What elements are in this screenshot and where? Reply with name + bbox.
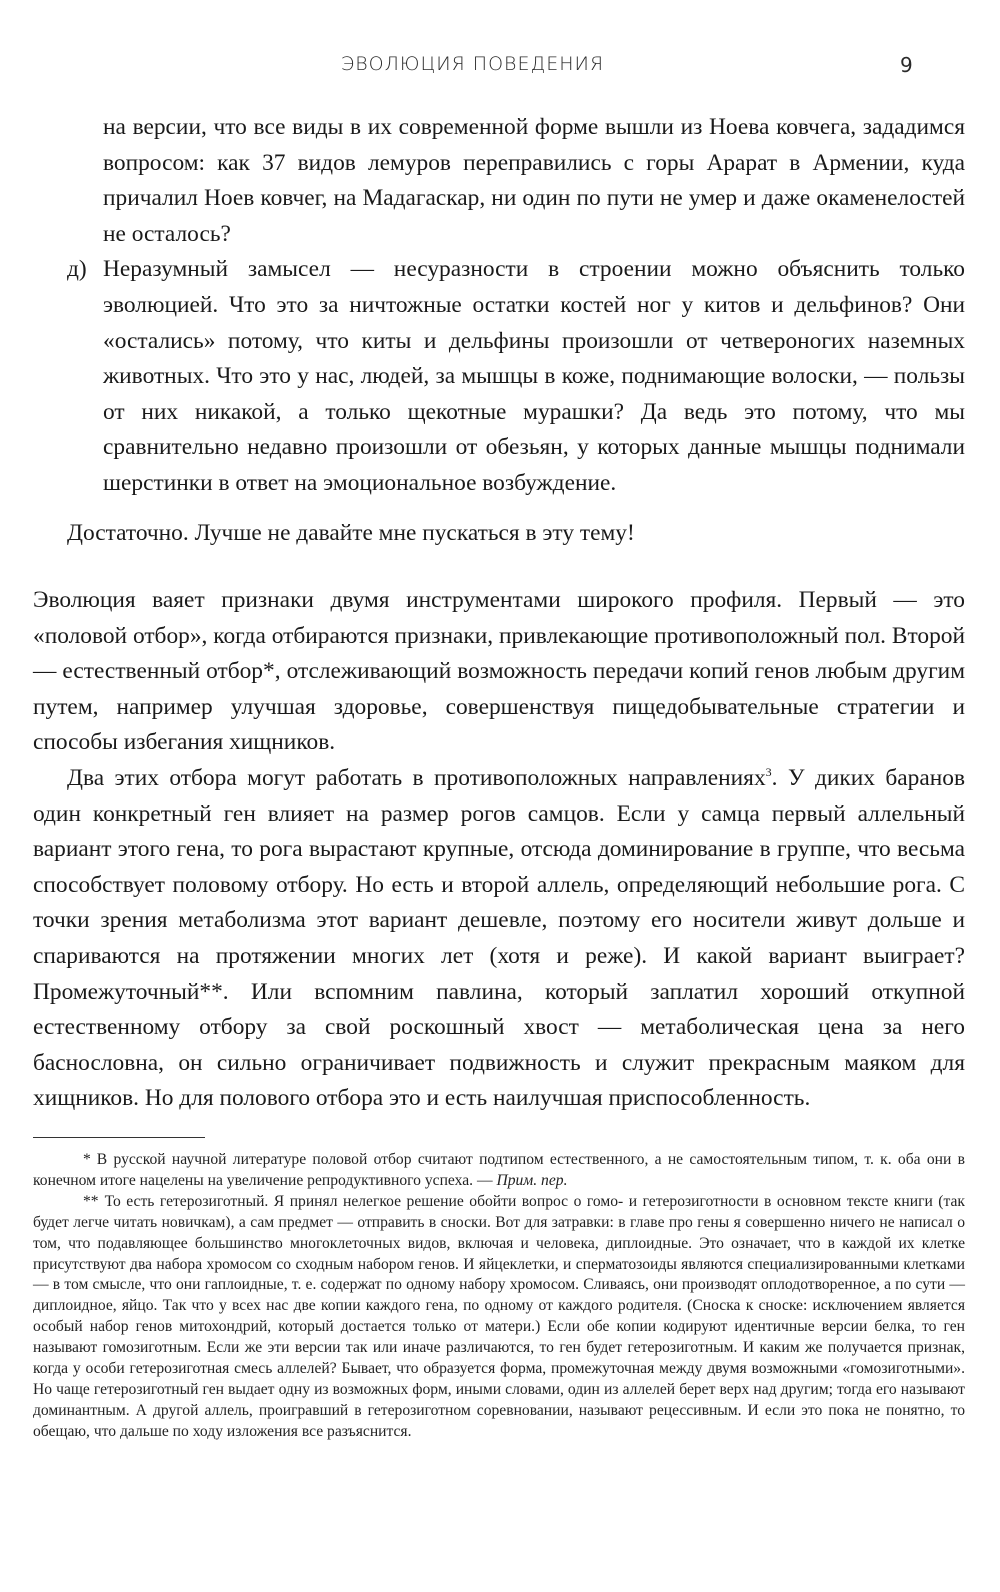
footnote-ref-double-asterisk[interactable]: ** [199,978,223,1005]
paragraph-text: , отслеживающий возможность передачи копий генов любым другим путем, например улучшая здоровье, совершенствуя пищедобывательные стратегии и способы избегания хищников. [33,658,966,756]
page-number: 9 [900,53,913,77]
paragraph-text: Два этих отбора могут работать в противоположных направлениях [67,764,766,791]
running-title: ЭВОЛЮЦИЯ ПОВЕДЕНИЯ [340,53,605,75]
list-marker: д) [67,256,87,283]
footnote-mark: * [83,1151,91,1168]
footnote-divider [33,1137,205,1138]
list-item-continuation: на версии, что все виды в их современной форме вышли из Ноева ковчега, зададимся вопросом: как 37 видов лемуров переправились с горы Арарат в Армении, куда причалил Ноев ковчег, на Мадагаскар, ни один по пути не умер и даже окаменелостей не осталось? [103,114,965,247]
footnote-ref-asterisk[interactable]: * [263,658,275,685]
list-item-d [67,252,965,501]
footnote-mark: ** [83,1192,99,1210]
translator-note: Прим. пер. [496,1171,568,1189]
paragraph-text: . У диких баранов один конкретный ген влияет на размер рогов самцов. Если у самца первый аллельный вариант этого гена, то рога вырастают крупные, отсюда доминирование в группе, что весьма способствует половому отбору. Но есть и второй аллель, определяющий небольшие рога. С точки зрения метаболизма этот вариант дешевле, поэтому его носители живут дольше и спариваются на протяжении многих лет (хотя и реже). И какой вариант выиграет? Промежуточный [33,764,965,1005]
endnote-ref-3[interactable]: 3 [765,765,772,780]
enumerated-list [33,110,965,502]
paragraph-selection-tools [33,583,965,761]
footnote-1 [33,1150,965,1192]
list-item-text: Неразумный замысел — несуразности в строении можно объяснить только эволюцией. Что это за ничтожные остатки костей ног у китов и дельфинов? Они «остались» потому, что киты и дельфины произошли от четвероногих наземных животных. Что это у нас, людей, за мышцы в коже, поднимающие волоски, — пользы от них никакой, а только щекотные мурашки? Да ведь это потому, что мы сравнительно недавно произошли от обезьян, у которых данные мышцы поднимали шерстинки в ответ на эмоциональное возбуждение. [103,256,965,496]
footnote-text: То есть гетерозиготный. Я принял нелегкое решение обойти вопрос о гомо- и гетерозиготности в основном тексте книги (так будет легче читать новичкам), а сам предмет — отправить в сноски. Вот для затравки: в главе про гены я совершенно ничего не написал о том, что подавляющее большинство многоклеточных видов, включая и человека, диплоидные. Это означает, что в каждой их клетке присутствуют два набора хромосом со сходным набором генов. И яйцеклетки, и сперматозоиды являются специализированными клетками — в том смысле, что они гаплоидные, т. е. содержат по одному набору хромосом. Сливаясь, они производят оплодотворенное, а по сути — диплоидное, яйцо. Так что у всех нас две копии каждого гена, по одному от каждого родителя. (Сноска к сноске: исключением является особый набор генов митохондрий, который достается только от матери.) Если обе копии кодируют идентичные версии белка, то ген называют гомозиготным. Если же эти версии так или иначе различаются, то ген будет гетерозиготным. И каким же получается признак, когда у особи гетерозиготная смесь аллелей? Бывает, что образуется форма, промежуточная между двумя возможными «гомозиготными». Но чаще гетерозиготный ген выдает одну из возможных форм, иными словами, один из аллелей берет верх над другим; тогда его называют доминантным. А другой аллель, проигравший в гетерозиготном соревновании, называют рецессивным. И если это пока не понятно, то обещаю, что дальше по ходу изложения все разъяснится. [33,1192,965,1440]
paragraph-text: Эволюция ваяет признаки двумя инструментами широкого профиля. Первый — это «половой отбор», когда отбираются признаки, привлекающие противоположный пол. Второй — естественный отбор [33,587,965,685]
aside-paragraph: Достаточно. Лучше не давайте мне пускаться в эту тему! [67,520,635,546]
paragraph-opposing-selection [33,761,965,1117]
footnote-text: В русской научной литературе половой отбор считают подтипом естественного, а не самостоятельным типом, т. к. оба они в конечном итоге нацелены на увеличение репродуктивного успеха. — [33,1151,965,1189]
footnotes [33,1150,965,1443]
running-header [0,50,1000,80]
paragraph-text: . Или вспомним павлина, который заплатил хороший откупной естественному отбору за свой роскошный хвост — метаболическая цена за него баснословна, он сильно ограничивает подвижность и служит прекрасным маяком для хищников. Но для полового отбора это и есть наилучшая приспособленность. [33,978,965,1112]
footnote-2 [33,1192,965,1443]
main-text [33,583,965,1117]
